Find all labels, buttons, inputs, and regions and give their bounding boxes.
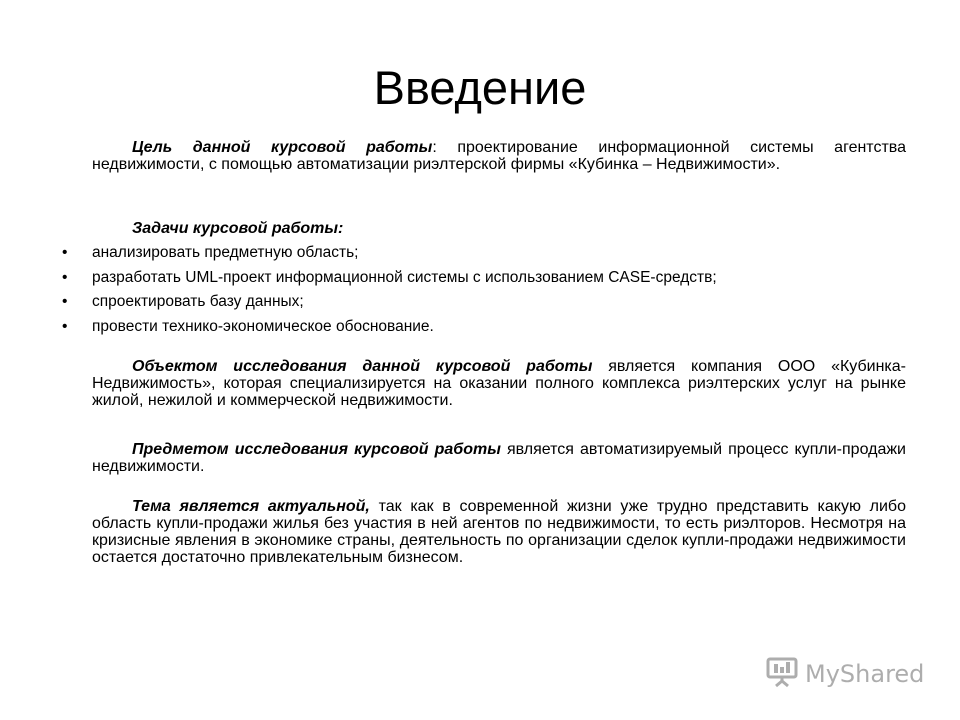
watermark-text: MyShared (805, 660, 925, 688)
subject-paragraph (92, 441, 906, 475)
task-text: провести технико-экономическое обоснование. (92, 318, 434, 336)
topic-text: так как в современной жизни уже трудно представить какую либо область купли-продажи жилья без участия в ней агентов по недвижимости, то есть риэлторов. Несмотря на кризисные явления в экономике страны, деятельность по организации сделок купли-продажи недвижимости остается достаточно привлекательным бизнесом. (92, 498, 906, 566)
goal-lead: Цель данной курсовой работы (132, 139, 433, 156)
task-text: анализировать предметную область; (92, 244, 359, 261)
list-item (62, 318, 922, 335)
topic-paragraph (92, 498, 906, 566)
list-item (62, 244, 922, 261)
task-text: разработать UML-проект информационной системы с использованием CASE-средств; (92, 268, 717, 286)
bullet-icon: • (62, 318, 68, 336)
bullet-icon: • (62, 244, 68, 261)
list-item (62, 269, 922, 286)
task-text: спроектировать базу данных; (92, 293, 304, 311)
tasks-heading: Задачи курсовой работы: (132, 220, 344, 237)
object-lead: Объектом исследования данной курсовой работы (132, 358, 593, 375)
object-paragraph (92, 358, 906, 409)
bullet-icon: • (62, 268, 68, 286)
subject-text: является автоматизируемый процесс купли-продажи недвижимости. (92, 441, 906, 475)
subject-lead: Предметом исследования курсовой работы (132, 441, 501, 458)
tasks-list (62, 244, 922, 343)
presentation-board-icon (765, 656, 799, 693)
goal-paragraph (92, 139, 906, 173)
goal-text: : проектирование информационной системы агентства недвижимости, с помощью автоматизации риэлтерской фирмы «Кубинка – Недвижимости». (92, 139, 906, 173)
list-item (62, 293, 922, 310)
topic-lead: Тема является актуальной, (132, 498, 370, 515)
bullet-icon: • (62, 293, 68, 311)
object-text: является компания ООО «Кубинка- Недвижимость», которая специализируется на оказании полного комплекса риэлтерских услуг на рынке жилой, нежилой и коммерческой недвижимости. (92, 358, 906, 409)
slide-title: Введение (373, 61, 587, 114)
watermark-logo (765, 656, 924, 692)
